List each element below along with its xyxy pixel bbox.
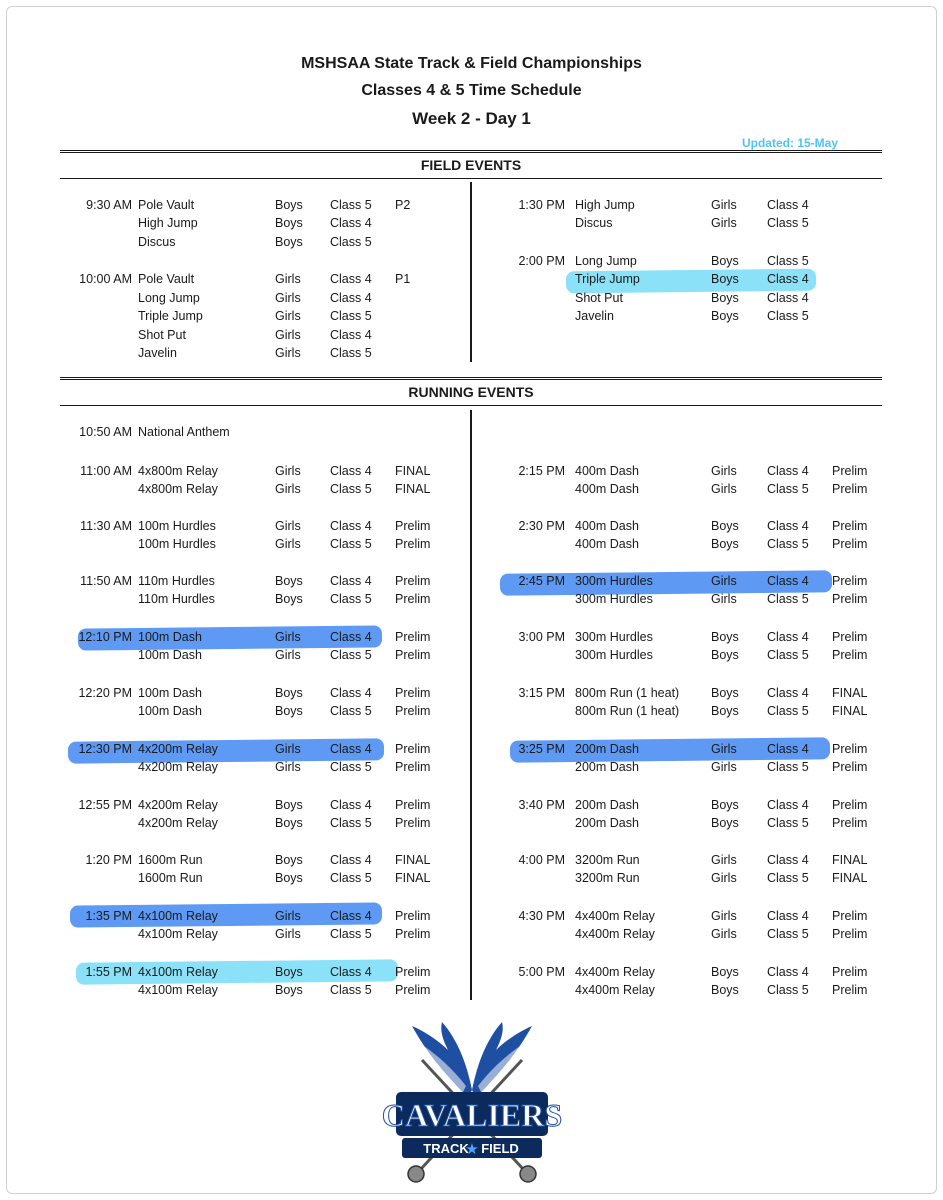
event-gender: Girls [711,853,737,867]
event-gender: Boys [711,816,739,830]
event-time: 10:00 AM [79,272,132,286]
event-gender: Boys [275,871,303,885]
event-class: Class 4 [330,909,372,923]
cavaliers-track-field-logo [382,1020,562,1190]
event-class: Class 4 [330,630,372,644]
page-subtitle: Classes 4 & 5 Time Schedule [361,82,582,99]
event-note: Prelim [832,592,868,606]
event-class: Class 4 [330,853,372,867]
event-gender: Girls [711,216,737,230]
event-class: Class 4 [330,464,372,478]
event-name: 1600m Run [138,853,203,867]
event-gender: Boys [275,816,303,830]
event-class: Class 5 [330,537,372,551]
event-name: Shot Put [575,291,623,305]
event-gender: Girls [275,760,301,774]
event-note: Prelim [395,648,431,662]
updated-date: Updated: 15-May [741,136,839,150]
event-class: Class 4 [767,291,809,305]
page-week: Week 2 - Day 1 [412,109,531,128]
event-class: Class 5 [767,254,809,268]
event-time: 9:30 AM [86,198,132,212]
event-note: Prelim [832,630,868,644]
event-time: 3:25 PM [518,742,565,756]
event-note: Prelim [395,592,431,606]
event-gender: Boys [275,686,303,700]
event-gender: Boys [275,198,303,212]
event-gender: Boys [711,630,739,644]
event-gender: Boys [275,853,303,867]
event-gender: Boys [711,519,739,533]
event-gender: Girls [275,346,301,360]
event-gender: Girls [275,519,301,533]
event-class: Class 4 [767,464,809,478]
event-name: 100m Hurdles [138,537,216,551]
field-events-heading: FIELD EVENTS [420,157,522,173]
event-gender: Girls [711,760,737,774]
event-name: 400m Dash [575,482,639,496]
wings-icon [412,1022,532,1098]
event-class: Class 5 [330,816,372,830]
event-time: 3:40 PM [518,798,565,812]
event-gender: Boys [711,983,739,997]
event-class: Class 4 [767,853,809,867]
event-name: Discus [138,235,176,249]
event-class: Class 5 [767,871,809,885]
event-gender: Girls [711,482,737,496]
event-gender: Boys [275,983,303,997]
event-name: 3200m Run [575,871,640,885]
divider [60,377,882,381]
event-note: Prelim [395,983,431,997]
event-gender: Boys [711,704,739,718]
event-gender: Boys [275,704,303,718]
event-gender: Boys [711,272,739,286]
event-name: High Jump [138,216,198,230]
event-name: Triple Jump [575,272,640,286]
event-time: 2:00 PM [518,254,565,268]
event-name: 4x400m Relay [575,909,655,923]
event-name: Shot Put [138,328,186,342]
event-name: 100m Hurdles [138,519,216,533]
event-note: FINAL [395,482,431,496]
event-name: Javelin [575,309,614,323]
event-note: Prelim [395,537,431,551]
event-name: 110m Hurdles [138,574,215,588]
event-class: Class 5 [330,760,372,774]
event-name: 200m Dash [575,816,639,830]
event-time: 11:30 AM [80,519,132,533]
event-gender: Girls [711,927,737,941]
event-name: 4x100m Relay [138,927,218,941]
event-time: 2:30 PM [518,519,565,533]
event-gender: Boys [275,574,303,588]
event-name: 4x200m Relay [138,816,218,830]
event-name: 4x800m Relay [138,464,218,478]
event-class: Class 5 [767,983,809,997]
event-class: Class 4 [767,686,809,700]
event-class: Class 4 [767,272,809,286]
event-name: 400m Dash [575,464,639,478]
event-name: 300m Hurdles [575,648,653,662]
logo-tagline-left: TRACK [423,1141,469,1156]
event-gender: Girls [711,742,737,756]
event-name: National Anthem [138,425,230,439]
event-time: 12:30 PM [78,742,132,756]
event-gender: Boys [711,291,739,305]
event-time: 12:20 PM [78,686,132,700]
event-gender: Girls [711,909,737,923]
event-gender: Boys [711,686,739,700]
event-note: Prelim [395,742,431,756]
event-class: Class 5 [767,537,809,551]
event-name: 4x400m Relay [575,965,655,979]
event-class: Class 4 [330,742,372,756]
event-gender: Girls [711,592,737,606]
event-class: Class 5 [330,309,372,323]
running-events-heading: RUNNING EVENTS [408,384,534,400]
event-gender: Girls [275,630,301,644]
event-name: 200m Dash [575,760,639,774]
event-class: Class 5 [767,816,809,830]
event-note: Prelim [395,927,431,941]
event-time: 11:50 AM [80,574,132,588]
column-divider [470,182,472,362]
event-note: Prelim [395,686,431,700]
event-gender: Girls [275,482,301,496]
event-note: Prelim [832,760,868,774]
event-name: 4x400m Relay [575,983,655,997]
star-icon: ★ [465,1141,479,1158]
event-class: Class 5 [767,592,809,606]
event-class: Class 4 [330,272,372,286]
event-gender: Girls [275,291,301,305]
event-note: Prelim [832,927,868,941]
event-name: Javelin [138,346,177,360]
event-time: 12:10 PM [78,630,132,644]
event-note: FINAL [395,464,431,478]
event-class: Class 4 [767,965,809,979]
event-gender: Girls [275,648,301,662]
event-class: Class 4 [330,216,372,230]
event-class: Class 5 [330,592,372,606]
event-gender: Boys [711,965,739,979]
event-gender: Girls [711,871,737,885]
event-class: Class 4 [767,574,809,588]
event-note: Prelim [832,482,868,496]
event-class: Class 4 [767,798,809,812]
event-note: Prelim [395,630,431,644]
event-note: Prelim [832,798,868,812]
event-name: Triple Jump [138,309,203,323]
event-class: Class 5 [330,648,372,662]
event-class: Class 4 [330,686,372,700]
event-note: Prelim [832,742,868,756]
event-class: Class 4 [330,519,372,533]
event-note: FINAL [832,853,868,867]
event-class: Class 5 [767,648,809,662]
event-note: Prelim [832,537,868,551]
event-name: 4x400m Relay [575,927,655,941]
event-name: 4x200m Relay [138,742,218,756]
event-class: Class 5 [767,704,809,718]
event-time: 12:55 PM [78,798,132,812]
event-note: P2 [395,198,411,212]
event-name: 300m Hurdles [575,592,653,606]
event-note: Prelim [832,909,868,923]
event-note: Prelim [395,965,431,979]
event-note: Prelim [832,519,868,533]
event-note: FINAL [832,871,868,885]
event-time: 3:15 PM [518,686,565,700]
event-name: 4x800m Relay [138,482,218,496]
divider [60,150,882,154]
event-note: FINAL [395,871,431,885]
event-gender: Boys [711,648,739,662]
event-gender: Girls [275,909,301,923]
event-class: Class 5 [330,983,372,997]
event-class: Class 4 [330,798,372,812]
event-name: 3200m Run [575,853,640,867]
event-gender: Boys [711,798,739,812]
event-time: 2:45 PM [518,574,565,588]
event-class: Class 5 [330,482,372,496]
event-name: Long Jump [575,254,637,268]
event-class: Class 4 [767,909,809,923]
event-time: 1:35 PM [85,909,132,923]
event-time: 11:00 AM [80,464,132,478]
event-class: Class 4 [767,519,809,533]
event-class: Class 5 [330,346,372,360]
event-gender: Girls [275,927,301,941]
event-note: Prelim [395,519,431,533]
event-note: Prelim [832,574,868,588]
event-name: 4x100m Relay [138,965,218,979]
event-name: 4x200m Relay [138,760,218,774]
event-name: 200m Dash [575,798,639,812]
event-class: Class 5 [767,482,809,496]
event-class: Class 4 [767,198,809,212]
event-note: Prelim [395,704,431,718]
event-note: Prelim [832,816,868,830]
event-note: Prelim [832,464,868,478]
event-time: 4:00 PM [518,853,565,867]
event-gender: Boys [275,592,303,606]
event-note: FINAL [832,704,868,718]
event-time: 1:30 PM [518,198,565,212]
event-name: Long Jump [138,291,200,305]
event-gender: Girls [711,464,737,478]
event-note: Prelim [395,760,431,774]
event-note: Prelim [395,798,431,812]
event-time: 10:50 AM [79,425,132,439]
event-name: 800m Run (1 heat) [575,704,680,718]
event-name: Discus [575,216,613,230]
event-gender: Girls [711,574,737,588]
event-name: Pole Vault [138,198,195,212]
event-name: 110m Hurdles [138,592,215,606]
event-gender: Boys [711,537,739,551]
event-class: Class 5 [330,198,372,212]
event-name: 100m Dash [138,630,202,644]
event-gender: Girls [275,309,301,323]
column-divider [470,410,472,1000]
event-gender: Boys [275,965,303,979]
event-gender: Boys [711,254,739,268]
event-time: 3:00 PM [518,630,565,644]
event-name: 4x200m Relay [138,798,218,812]
event-name: 300m Hurdles [575,630,653,644]
event-name: 400m Dash [575,537,639,551]
event-class: Class 4 [330,291,372,305]
event-class: Class 5 [767,760,809,774]
event-time: 2:15 PM [518,464,565,478]
event-name: 4x100m Relay [138,983,218,997]
event-gender: Boys [275,216,303,230]
event-gender: Boys [275,235,303,249]
event-name: 1600m Run [138,871,203,885]
event-name: Pole Vault [138,272,195,286]
event-class: Class 4 [767,742,809,756]
event-name: 100m Dash [138,648,202,662]
event-time: 5:00 PM [518,965,565,979]
event-class: Class 5 [330,871,372,885]
event-gender: Girls [711,198,737,212]
event-gender: Boys [711,309,739,323]
divider [60,405,882,406]
event-gender: Girls [275,272,301,286]
event-note: FINAL [395,853,431,867]
event-class: Class 5 [330,927,372,941]
event-name: 200m Dash [575,742,639,756]
event-note: Prelim [832,648,868,662]
event-class: Class 4 [330,574,372,588]
event-note: FINAL [832,686,868,700]
event-name: 4x100m Relay [138,909,218,923]
event-note: Prelim [395,816,431,830]
event-time: 1:20 PM [85,853,132,867]
event-time: 1:55 PM [85,965,132,979]
event-class: Class 5 [330,704,372,718]
event-gender: Boys [275,798,303,812]
event-name: 400m Dash [575,519,639,533]
event-gender: Girls [275,328,301,342]
event-class: Class 5 [767,216,809,230]
event-note: Prelim [395,574,431,588]
sword-hilt-icon [408,1166,536,1182]
event-name: High Jump [575,198,635,212]
event-class: Class 5 [767,309,809,323]
event-class: Class 5 [767,927,809,941]
event-gender: Girls [275,742,301,756]
event-name: 100m Dash [138,704,202,718]
event-class: Class 4 [330,965,372,979]
event-note: P1 [395,272,411,286]
event-class: Class 5 [330,235,372,249]
event-class: Class 4 [330,328,372,342]
event-name: 300m Hurdles [575,574,653,588]
page-title: MSHSAA State Track & Field Championships [301,55,642,72]
event-note: Prelim [832,965,868,979]
event-time: 4:30 PM [518,909,565,923]
event-gender: Girls [275,464,301,478]
event-note: Prelim [832,983,868,997]
event-name: 800m Run (1 heat) [575,686,680,700]
event-gender: Girls [275,537,301,551]
divider [60,178,882,179]
logo-tagline-right: FIELD [481,1141,519,1156]
event-name: 100m Dash [138,686,202,700]
logo-wordmark: CAVALIERS [382,1097,562,1133]
event-note: Prelim [395,909,431,923]
event-class: Class 4 [767,630,809,644]
